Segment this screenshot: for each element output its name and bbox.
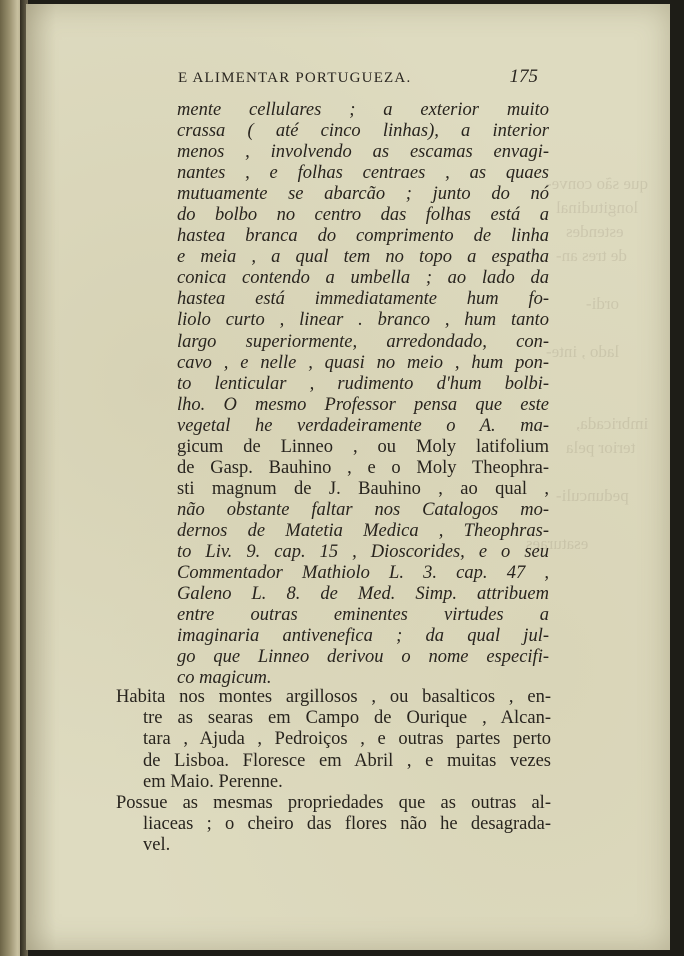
text-line: de Gasp. Bauhino , e o Moly Theophra-: [177, 457, 549, 478]
text-line: hastea branca do comprimento de linha: [177, 226, 549, 247]
text-line: sti magnum de J. Bauhino , ao qual ,: [177, 478, 549, 499]
running-head: E ALIMENTAR PORTUGUEZA.: [178, 70, 412, 86]
body-paragraphs: [116, 687, 551, 857]
text-line: go que Linneo derivou o nome especifi-: [177, 647, 549, 668]
habitat-paragraph-line: de Lisboa. Floresce em Abril , e muitas vezes: [143, 750, 551, 771]
properties-paragraph-line: vel.: [143, 835, 171, 856]
text-line: lho. O mesmo Professor pensa que este: [177, 394, 549, 415]
text-line: to lenticular , rudimento d'hum bolbi-: [177, 373, 549, 394]
properties-paragraph-line: Possue as mesmas propriedades que as outras al-: [116, 792, 551, 813]
text-line: Commentador Mathiolo L. 3. cap. 47 ,: [177, 563, 549, 584]
text-line: mutuamente se abarcão ; junto do nó: [177, 184, 549, 205]
habitat-paragraph-line: tara , Ajuda , Pedroiços , e outras partes perto: [143, 729, 551, 750]
page-number: 175: [509, 66, 538, 87]
show-through-text: que são conve- longitudinal estendes de tres an- ordi- lado , inte- imbricada, terior pela pedunculi- esaturaes: [526, 174, 649, 553]
properties-paragraph-line: liaceas ; o cheiro das flores não he desagrada-: [143, 814, 551, 835]
text-line: hastea está immediatamente hum fo-: [177, 289, 549, 310]
page-header: [178, 66, 538, 92]
text-line: cavo , e nelle , quasi no meio , hum pon-: [177, 352, 549, 373]
text-line: e meia , a qual tem no topo a espatha: [177, 247, 549, 268]
text-line: conica contendo a umbella ; ao lado da: [177, 268, 549, 289]
text-line: entre outras eminentes virtudes a: [177, 605, 549, 626]
text-line: não obstante faltar nos Catalogos mo-: [177, 499, 549, 520]
text-line: gicum de Linneo , ou Moly latifolium: [177, 436, 549, 457]
text-line: Galeno L. 8. de Med. Simp. attribuem: [177, 584, 549, 605]
text-line: dernos de Matetia Medica , Theophras-: [177, 520, 549, 541]
text-line: imaginaria antivenefica ; da qual jul-: [177, 626, 549, 647]
text-line: do bolbo no centro das folhas está a: [177, 205, 549, 226]
text-line: crassa ( até cinco linhas), a interior: [177, 121, 549, 142]
habitat-paragraph-line: Habita nos montes argillosos , ou basalticos , en-: [116, 687, 551, 707]
habitat-paragraph-line: tre as searas em Campo de Ourique , Alcan-: [143, 708, 551, 729]
facing-page-edge: [0, 0, 22, 956]
text-line: largo superiormente, arredondado, con-: [177, 331, 549, 352]
text-line: liolo curto , linear . branco , hum tanto: [177, 310, 549, 331]
habitat-paragraph-line: em Maio. Perenne.: [143, 771, 283, 792]
text-line: co magicum.: [177, 668, 272, 689]
text-line: mente cellulares ; a exterior muito: [177, 100, 549, 120]
text-line: menos , involvendo as escamas envagi-: [177, 142, 549, 163]
italic-description-block: [177, 100, 549, 689]
text-line: to Liv. 9. cap. 15 , Dioscorides, e o seu: [177, 541, 549, 562]
text-line: nantes , e folhas centraes , as quaes: [177, 163, 549, 184]
text-line: vegetal he verdadeiramente o A. ma-: [177, 415, 549, 436]
